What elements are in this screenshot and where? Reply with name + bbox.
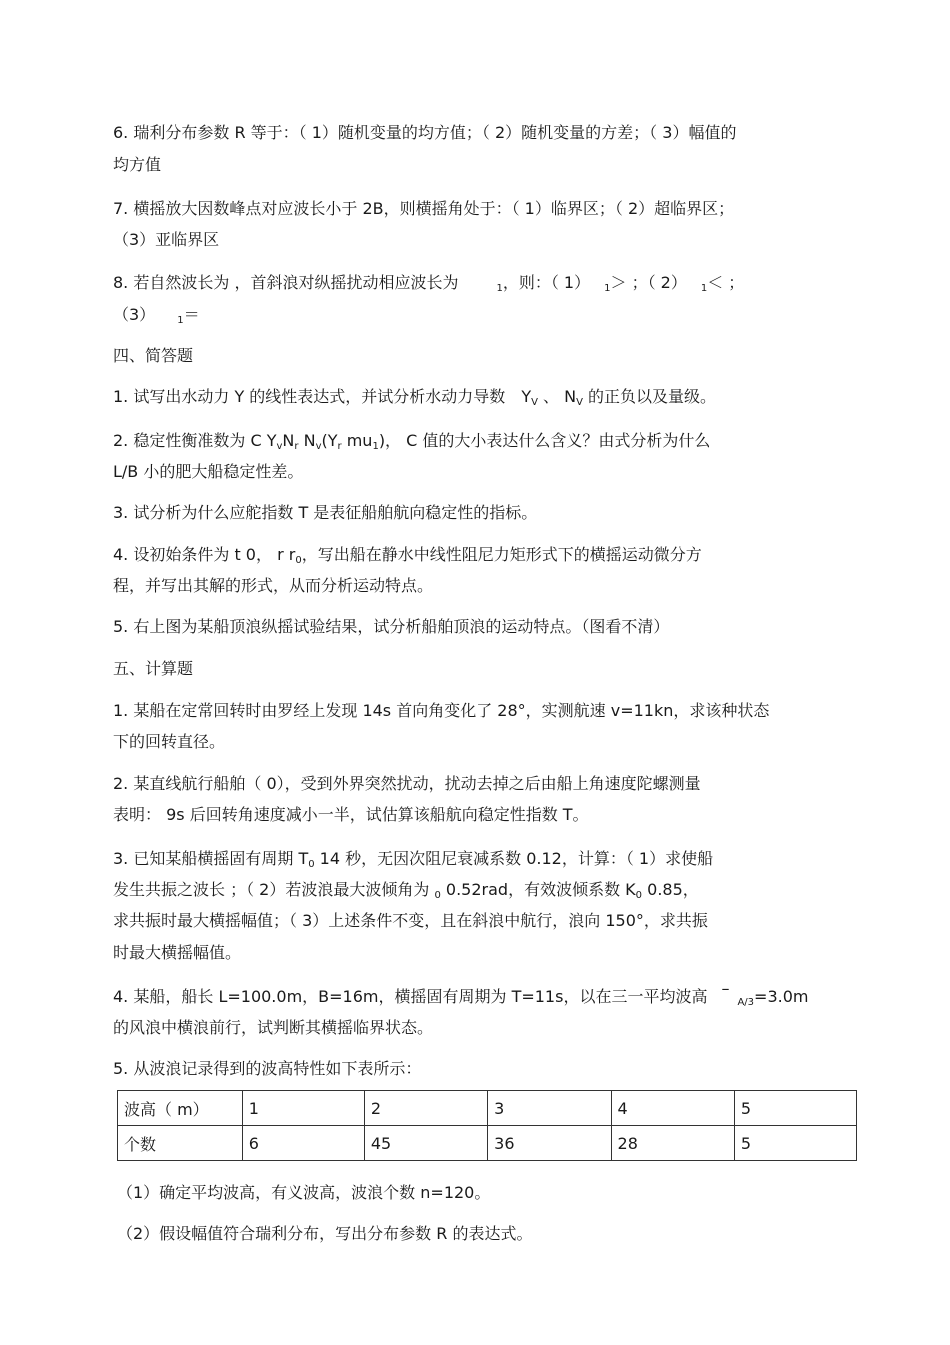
s5-question-2-line-1: 2. 某直线航行船舶（ 0），受到外界突然扰动，扰动去掉之后由船上角速度陀螺测量 [113,774,701,793]
s4q2-sub-v: v [276,441,283,452]
s4q2-symbol-n2: N [298,431,316,450]
question-8-line-1 [113,272,744,300]
s5q4-text-b: =3.0m [754,987,809,1006]
s5-question-1-line-2: 下的回转直径。 [113,732,226,751]
s5-question-4-line-2: 的风浪中横浪前行，试判断其横摇临界状态。 [113,1018,434,1037]
question-8-line-2 [113,304,200,332]
q8-text-a: 8. 若自然波长为 ，首斜浪对纵摇扰动相应波长为 [113,273,459,292]
s5q3-text-c: 发生共振之波长 ；（ 2）若波浪最大波倾角为 [113,880,435,899]
q8-text-c: ＞ ；（ 2） [610,273,687,292]
s4q2-sub-1: 1 [372,441,379,452]
q8-sub-1: 1 [496,283,503,294]
s5-question-4-line-1 [113,979,809,1014]
wave-height-table [117,1090,857,1161]
table-cell: 28 [611,1126,734,1161]
s5q4-text-a: 4. 某船，船长 L=100.0m，B=16m，横摇固有周期为 T=11s，以在三一平均波高 [113,987,708,1006]
s4q1-text-a: 1. 试写出水动力 Y 的线性表达式，并试分析水动力导数 [113,387,506,406]
table-cell: 个数 [118,1126,243,1161]
s5q3-text-d: 0.52rad，有效波倾系数 K [440,880,636,899]
s4q1-sub-v2: V [576,397,583,408]
question-6-line-1: 6. 瑞利分布参数 R 等于：（ 1）随机变量的均方值；（ 2）随机变量的方差；（ 3）幅值的 [113,123,737,142]
s5-question-3-line-1 [113,848,713,876]
section-5-heading: 五、计算题 [113,659,194,678]
s5q3-text-e: 0.85， [642,880,699,899]
s5q3-text-a: 3. 已知某船横摇固有周期 T [113,849,309,868]
question-6-line-2: 均方值 [113,155,162,174]
table-cell: 2 [364,1091,487,1126]
s4-question-3: 3. 试分析为什么应舵指数 T 是表征船舶航向稳定性的指标。 [113,503,538,522]
s5q4-overbar: – [721,979,730,998]
table-row [118,1091,857,1126]
table-cell: 3 [488,1091,611,1126]
s4-question-4-line-1 [113,544,702,572]
q8-text-b: ，则：（ 1） [502,273,591,292]
q8-sub-3: 1 [700,283,708,294]
s4q2-symbol-n: N [282,431,295,450]
s5q3-text-b: 14 秒，无因次阻尼衰减系数 0.12，计算：（ 1）求使船 [314,849,714,868]
section-4-heading: 四、简答题 [113,346,194,365]
s4q2-symbol-mu: mu [341,431,373,450]
s4q2-symbol-y: (Y [321,431,338,450]
q8-sub-4: 1 [177,315,184,326]
s4-question-5: 5. 右上图为某船顶浪纵摇试验结果，试分析船舶顶浪的运动特点。（图看不清） [113,617,670,636]
s4q2-text-f: )， C 值的大小表达什么含义？由式分析为什么 [378,431,711,450]
q8-sub-2: 1 [604,283,611,294]
s5-question-5: 5. 从波浪记录得到的波高特性如下表所示： [113,1059,422,1078]
table-cell: 36 [488,1126,611,1161]
s5-question-3-line-3: 求共振时最大横摇幅值；（ 3）上述条件不变，且在斜浪中航行，浪向 150°，求共振 [113,911,708,930]
table-cell: 5 [734,1126,856,1161]
table-cell: 波高（ m） [118,1091,243,1126]
s4q1-symbol-n: 、 N [537,387,577,406]
table-row [118,1126,857,1161]
sub-question-2: （2）假设幅值符合瑞利分布，写出分布参数 R 的表达式。 [117,1224,533,1243]
s4q2-sub-r: r [294,441,299,452]
q8-text-e: （3） [113,305,156,324]
s4q2-sub-r2: r [337,441,342,452]
s4-question-4-line-2: 程，并写出其解的形式，从而分析运动特点。 [113,576,434,595]
table-cell: 6 [242,1126,364,1161]
table-cell: 45 [364,1126,487,1161]
s4-question-2-line-1 [113,430,710,458]
s4q1-symbol-y: Y [521,387,532,406]
s5q3-sub-0: 0 [308,859,315,870]
s5-question-1-line-1: 1. 某船在定常回转时由罗经上发现 14s 首向角变化了 28°，实测航速 v=11kn，求该种状态 [113,701,770,720]
q8-text-d: ＜ ； [707,273,745,292]
s5q3-sub-alpha0: 0 [434,890,441,901]
s4q4-sub-0: 0 [295,555,302,566]
s5-question-2-line-2: 表明： 9s 后回转角速度减小一半，试估算该船航向稳定性指数 T。 [113,805,589,824]
question-7-line-2: （3）亚临界区 [113,230,220,249]
question-7-line-1: 7. 横摇放大因数峰点对应波长小于 2B，则横摇角处于：（ 1）临界区；（ 2）超临界区； [113,199,735,218]
s4q2-sub-v2: v [315,441,322,452]
s4q4-text-a: 4. 设初始条件为 t 0， r r [113,545,296,564]
s5-question-3-line-2 [113,879,699,907]
s5q4-sub-a3: A/3 [737,997,755,1008]
s4q1-sub-v1: V [531,397,538,408]
q8-text-f: ＝ [183,305,200,324]
s4q4-text-b: ，写出船在静水中线性阻尼力矩形式下的横摇运动微分方 [301,545,702,564]
table-cell: 4 [611,1091,734,1126]
s4q2-text-a: 2. 稳定性衡准数为 C Y [113,431,277,450]
s4-question-2-line-2: L/B 小的肥大船稳定性差。 [113,462,304,481]
sub-question-1: （1）确定平均波高，有义波高，波浪个数 n=120。 [117,1183,491,1202]
s5-question-3-line-4: 时最大横摇幅值。 [113,943,242,962]
s4q1-text-d: 的正负以及量级。 [582,387,717,406]
s5q3-sub-k0: 0 [635,890,643,901]
s4-question-1 [113,386,716,414]
table-cell: 1 [242,1091,364,1126]
table-cell: 5 [734,1091,856,1126]
